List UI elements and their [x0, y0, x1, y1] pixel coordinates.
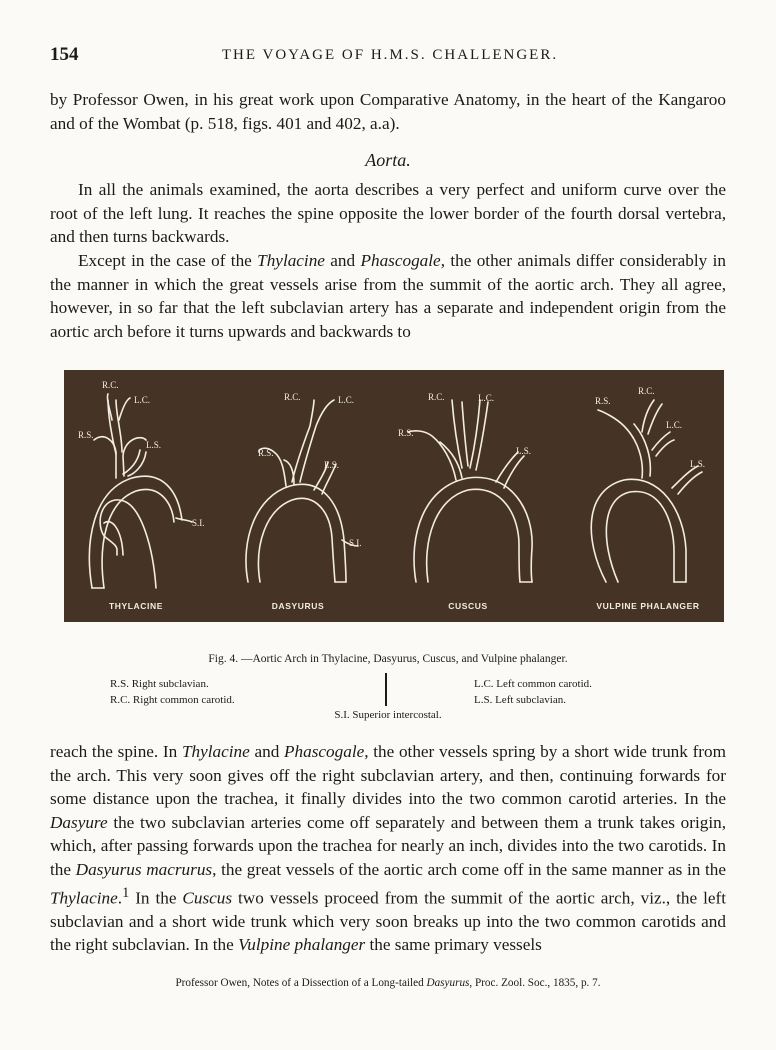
phalanger-label-rc: R.C. — [638, 386, 655, 396]
phalanger-label-lc: L.C. — [666, 420, 683, 430]
thylacine-label-rc: R.C. — [102, 380, 119, 390]
thylacine-arch-drawing — [89, 394, 192, 588]
running-title: THE VOYAGE OF H.M.S. CHALLENGER. — [221, 47, 559, 63]
paragraph-great-vessels: Except in the case of the Thylacine and Phascogale, the other animals differ considerably in the manner in which the great vessels arise from the summit of the aortic arch. They all agree, however, in so far that the left subclavian artery has a separate and independent origin from the aortic arch before it turns upwards and backwards to — [50, 251, 726, 341]
page-header — [50, 44, 730, 68]
thylacine-name: THYLACINE — [108, 601, 164, 611]
dasyurus-label-rc: R.C. — [284, 392, 301, 402]
legend-lc: L.C. Left common carotid. — [474, 678, 592, 690]
legend-ls: L.S. Left subclavian. — [474, 694, 566, 706]
dasyurus-arch-drawing — [246, 400, 358, 582]
cuscus-label-ls: L.S. — [516, 446, 532, 456]
page-number: 154 — [50, 44, 79, 65]
thylacine-label-si: S.I. — [192, 518, 205, 528]
paragraph-vessel-origins: reach the spine. In Thylacine and Phascogale, the other vessels spring by a short wide trunk from the arch. This very soon gives off the right subclavian artery, and then, continuing forwards for some distance upon the trachea, it finally divides into the two common carotid arteries. In the Dasyure the two subclavian arteries come off separately and between them a trunk takes origin, which, after passing forwards upon the trachea for nearly an inch, divides into the two carotids. In the Dasyurus macrurus, the great vessels of the aortic arch come off in the same manner as in the Thylacine.$^1$ In the Cuscus two vessels proceed from the summit of the aortic arch, viz., the left subclavian and a short wide trunk which very soon breaks up into the two common carotids and the right subclavian. In the Vulpine phalanger the same primary vessels — [50, 742, 726, 955]
phalanger-label-rs: R.S. — [595, 396, 611, 406]
figure-caption: Fig. 4. —Aortic Arch in Thylacine, Dasyurus, Cuscus, and Vulpine phalanger. — [208, 653, 568, 665]
legend-left — [110, 676, 235, 708]
figure-plate — [64, 370, 724, 622]
cuscus-name: CUSCUS — [448, 601, 488, 611]
footnote: Professor Owen, Notes of a Dissection of a Long-tailed Dasyurus, Proc. Zool. Soc., 1835, p. 7. — [175, 977, 601, 989]
dasyurus-label-rs: R.S. — [258, 448, 274, 458]
thylacine-label-rs: R.S. — [78, 430, 94, 440]
cuscus-label-lc: L.C. — [478, 393, 495, 403]
legend-si: S.I. Superior intercostal. — [334, 709, 442, 721]
footnote-marker: 1 — [122, 884, 130, 901]
intro-paragraph: by Professor Owen, in his great work upon Comparative Anatomy, in the heart of the Kangaroo and of the Wombat (p. 518, figs. 401 and 402, a.a). — [50, 90, 726, 133]
vulpine-phalanger-arch-drawing — [591, 400, 702, 582]
thylacine-label-lc: L.C. — [134, 395, 151, 405]
dasyurus-label-ls: L.S. — [324, 460, 340, 470]
dasyurus-name: DASYURUS — [271, 601, 325, 611]
section-heading: Aorta. — [365, 150, 411, 170]
cuscus-label-rc: R.C. — [428, 392, 445, 402]
dasyurus-label-si: S.I. — [349, 538, 362, 548]
cuscus-arch-drawing — [408, 400, 532, 582]
paragraph-aorta-curve: In all the animals examined, the aorta describes a very perfect and uniform curve over the root of the left lung. It reaches the spine opposite the lower border of the fourth dorsal vertebra, and then turns backwards. — [50, 180, 726, 247]
legend-rc: R.C. Right common carotid. — [110, 694, 235, 706]
cuscus-label-rs: R.S. — [398, 428, 414, 438]
aortic-arch-illustration — [64, 370, 724, 622]
legend-rs: R.S. Right subclavian. — [110, 678, 209, 690]
legend-divider — [385, 673, 387, 706]
legend-right — [474, 676, 592, 708]
vulpine-phalanger-name: VULPINE PHALANGER — [596, 601, 700, 611]
phalanger-label-ls: L.S. — [690, 459, 706, 469]
dasyurus-label-lc: L.C. — [338, 395, 355, 405]
thylacine-label-ls: L.S. — [146, 440, 162, 450]
